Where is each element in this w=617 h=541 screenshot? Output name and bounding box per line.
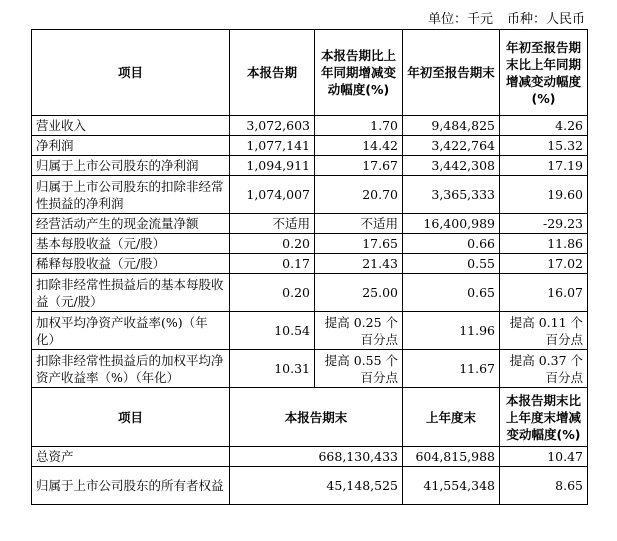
table-row <box>32 274 588 312</box>
cell-ytd-change: 16.07 <box>500 274 588 312</box>
table-row <box>32 214 588 234</box>
cell-current-change: 25.00 <box>315 274 403 312</box>
currency-label: 币种：人民币 <box>506 12 585 27</box>
header-current-period-change: 本报告期比上年同期增减变动幅度(%) <box>315 30 403 116</box>
cell-ytd-change: -29.23 <box>500 214 588 234</box>
cell-ytd: 3,365,333 <box>403 176 500 214</box>
cell-ytd: 11.67 <box>403 350 500 388</box>
cell-current: 10.54 <box>230 312 315 350</box>
row-label: 归属于上市公司股东的扣除非经常性损益的净利润 <box>32 176 230 214</box>
financial-summary-table <box>31 29 588 505</box>
table-row <box>32 350 588 388</box>
cell-current: 1,074,007 <box>230 176 315 214</box>
header-item: 项目 <box>32 30 230 116</box>
row-label: 净利润 <box>32 136 230 156</box>
header-current-period: 本报告期 <box>230 30 315 116</box>
table-row <box>32 156 588 176</box>
cell-current-change: 提高 0.25 个百分点 <box>315 312 403 350</box>
table-row <box>32 467 588 505</box>
header-ytd: 年初至报告期末 <box>403 30 500 116</box>
cell-period-end: 668,130,433 <box>230 447 403 467</box>
cell-current-change: 17.67 <box>315 156 403 176</box>
cell-current-change: 1.70 <box>315 116 403 136</box>
cell-current: 0.17 <box>230 254 315 274</box>
cell-current: 不适用 <box>230 214 315 234</box>
cell-ytd: 0.55 <box>403 254 500 274</box>
table-row <box>32 312 588 350</box>
row-label: 归属于上市公司股东的净利润 <box>32 156 230 176</box>
cell-current: 10.31 <box>230 350 315 388</box>
cell-current: 3,072,603 <box>230 116 315 136</box>
unit-currency-line <box>428 8 585 27</box>
row-label: 加权平均净资产收益率(%)（年化） <box>32 312 230 350</box>
cell-ytd: 11.96 <box>403 312 500 350</box>
row-label: 基本每股收益（元/股） <box>32 234 230 254</box>
row-label: 扣除非经常性损益后的加权平均净资产收益率（%）（年化） <box>32 350 230 388</box>
cell-ytd-change: 17.19 <box>500 156 588 176</box>
row-label: 扣除非经常性损益后的基本每股收益（元/股） <box>32 274 230 312</box>
table-row <box>32 254 588 274</box>
row-label: 归属于上市公司股东的所有者权益 <box>32 467 230 505</box>
cell-ytd: 9,484,825 <box>403 116 500 136</box>
cell-current-change: 提高 0.55 个百分点 <box>315 350 403 388</box>
cell-ytd-change: 提高 0.11 个百分点 <box>500 312 588 350</box>
cell-ytd-change: 11.86 <box>500 234 588 254</box>
table-row <box>32 234 588 254</box>
cell-ytd-change: 19.60 <box>500 176 588 214</box>
cell-ytd: 0.66 <box>403 234 500 254</box>
row-label: 营业收入 <box>32 116 230 136</box>
cell-current-change: 不适用 <box>315 214 403 234</box>
cell-current: 1,077,141 <box>230 136 315 156</box>
header-prior-year-end: 上年度末 <box>403 388 500 447</box>
cell-change: 10.47 <box>500 447 588 467</box>
cell-ytd: 0.65 <box>403 274 500 312</box>
table-row <box>32 116 588 136</box>
cell-ytd: 3,422,764 <box>403 136 500 156</box>
unit-label: 单位：千元 <box>427 12 493 27</box>
header-row-balance <box>32 388 588 447</box>
header-row-period <box>32 30 588 116</box>
header-period-end-change: 本报告期末比上年度末增减变动幅度(%) <box>500 388 588 447</box>
cell-ytd: 3,442,308 <box>403 156 500 176</box>
table-row <box>32 176 588 214</box>
cell-current-change: 14.42 <box>315 136 403 156</box>
cell-change: 8.65 <box>500 467 588 505</box>
row-label: 稀释每股收益（元/股） <box>32 254 230 274</box>
cell-current: 1,094,911 <box>230 156 315 176</box>
cell-current-change: 21.43 <box>315 254 403 274</box>
cell-current-change: 20.70 <box>315 176 403 214</box>
cell-ytd-change: 4.26 <box>500 116 588 136</box>
cell-prior-year-end: 604,815,988 <box>403 447 500 467</box>
cell-current: 0.20 <box>230 234 315 254</box>
cell-prior-year-end: 41,554,348 <box>403 467 500 505</box>
cell-ytd-change: 17.02 <box>500 254 588 274</box>
header-ytd-change: 年初至报告期末比上年同期增减变动幅度(%) <box>500 30 588 116</box>
header-item: 项目 <box>32 388 230 447</box>
cell-current: 0.20 <box>230 274 315 312</box>
header-period-end: 本报告期末 <box>230 388 403 447</box>
row-label: 总资产 <box>32 447 230 467</box>
cell-current-change: 17.65 <box>315 234 403 254</box>
cell-ytd-change: 提高 0.37 个百分点 <box>500 350 588 388</box>
table-row <box>32 447 588 467</box>
table-row <box>32 136 588 156</box>
cell-ytd-change: 15.32 <box>500 136 588 156</box>
cell-ytd: 16,400,989 <box>403 214 500 234</box>
cell-period-end: 45,148,525 <box>230 467 403 505</box>
row-label: 经营活动产生的现金流量净额 <box>32 214 230 234</box>
